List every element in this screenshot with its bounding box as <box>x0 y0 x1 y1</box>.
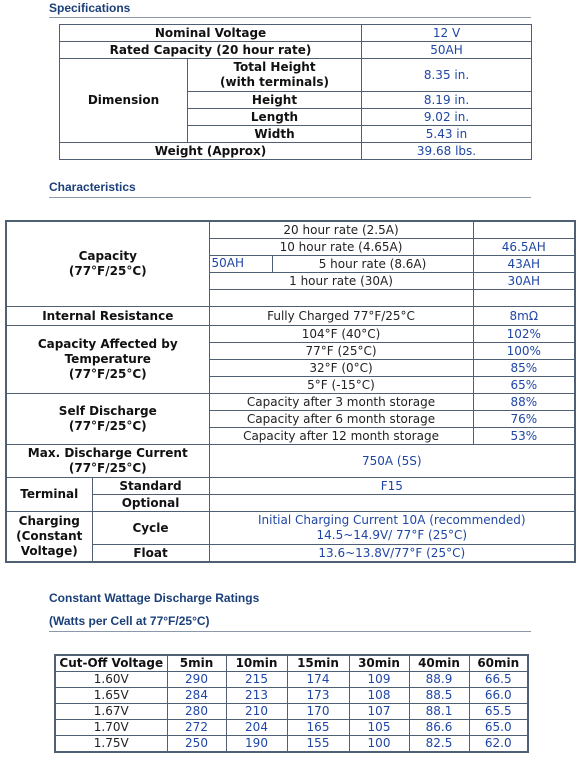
capacity-rate-value: 43AH <box>473 256 575 273</box>
wattage-cell: 66.5 <box>469 672 528 688</box>
table-row <box>60 59 532 92</box>
wattage-cell: 284 <box>167 688 226 704</box>
table-row <box>60 143 532 160</box>
table-row <box>6 478 575 495</box>
wattage-cell: 290 <box>167 672 226 688</box>
table-row <box>6 512 575 545</box>
capacity-rate: 5 hour rate (8.6A) <box>272 256 473 273</box>
wattage-heading: Constant Wattage Discharge Ratings <box>49 591 260 605</box>
cutoff-voltage-cell: 1.65V <box>55 688 167 704</box>
capacity-rate-value: 30AH <box>473 273 575 290</box>
width-label: Width <box>188 126 362 143</box>
temperature-value: 102% <box>473 326 575 343</box>
table-row <box>60 42 532 59</box>
temperature-condition: 5°F (-15°C) <box>209 377 473 394</box>
weight-label: Weight (Approx) <box>60 143 362 160</box>
wattage-cell: 204 <box>226 720 287 736</box>
capacity-value: 50AH <box>209 256 272 273</box>
cutoff-voltage-cell: 1.75V <box>55 736 167 753</box>
self-discharge-label: Self Discharge (77°F/25°C) <box>6 394 209 445</box>
wattage-cell: 250 <box>167 736 226 753</box>
charging-float-value: 13.6~13.8V/77°F (25°C) <box>209 545 575 563</box>
wattage-cell: 170 <box>287 704 349 720</box>
wattage-cell: 173 <box>287 688 349 704</box>
terminal-optional-value <box>209 495 575 512</box>
capacity-rate: 20 hour rate (2.5A) <box>209 221 473 239</box>
capacity-rate: 10 hour rate (4.65A) <box>209 239 473 256</box>
table-row <box>55 736 528 753</box>
temperature-value: 85% <box>473 360 575 377</box>
wattage-rule <box>49 631 531 632</box>
characteristics-rule <box>49 197 531 198</box>
specifications-table <box>59 24 532 160</box>
table-row <box>6 326 575 343</box>
wattage-cell: 65.0 <box>469 720 528 736</box>
height-value: 8.19 in. <box>362 92 532 109</box>
wattage-cell: 65.5 <box>469 704 528 720</box>
self-discharge-condition: Capacity after 3 month storage <box>209 394 473 411</box>
wattage-cell: 82.5 <box>409 736 469 753</box>
wattage-cell: 62.0 <box>469 736 528 753</box>
specifications-rule <box>49 17 531 18</box>
wattage-cell: 210 <box>226 704 287 720</box>
temperature-condition: 32°F (0°C) <box>209 360 473 377</box>
self-discharge-value: 53% <box>473 428 575 445</box>
wattage-cell: 109 <box>349 672 409 688</box>
wattage-subtitle: (Watts per Cell at 77°F/25°C) <box>49 614 210 628</box>
wattage-cell: 155 <box>287 736 349 753</box>
nominal-voltage-label: Nominal Voltage <box>60 25 362 42</box>
wattage-cell: 190 <box>226 736 287 753</box>
column-header: 10min <box>226 655 287 672</box>
column-header: 30min <box>349 655 409 672</box>
terminal-standard-label: Standard <box>92 478 209 495</box>
wattage-cell: 88.9 <box>409 672 469 688</box>
table-row <box>55 688 528 704</box>
table-header-row <box>55 655 528 672</box>
total-height-value: 8.35 in. <box>362 59 532 92</box>
column-header: Cut-Off Voltage <box>55 655 167 672</box>
terminal-standard-value: F15 <box>209 478 575 495</box>
table-row <box>6 394 575 411</box>
cutoff-voltage-cell: 1.70V <box>55 720 167 736</box>
table-row <box>6 221 575 239</box>
temperature-value: 100% <box>473 343 575 360</box>
column-header: 15min <box>287 655 349 672</box>
height-label: Height <box>188 92 362 109</box>
total-height-label: Total Height (with terminals) <box>188 59 362 92</box>
temperature-condition: 104°F (40°C) <box>209 326 473 343</box>
charging-float-label: Float <box>92 545 209 563</box>
self-discharge-value: 76% <box>473 411 575 428</box>
wattage-table <box>54 654 529 753</box>
self-discharge-value: 88% <box>473 394 575 411</box>
rated-capacity-label: Rated Capacity (20 hour rate) <box>60 42 362 59</box>
table-row <box>6 307 575 326</box>
length-label: Length <box>188 109 362 126</box>
cutoff-voltage-cell: 1.60V <box>55 672 167 688</box>
table-row <box>6 545 575 563</box>
cutoff-voltage-cell: 1.67V <box>55 704 167 720</box>
wattage-cell: 213 <box>226 688 287 704</box>
rated-capacity-value: 50AH <box>362 42 532 59</box>
wattage-cell: 86.6 <box>409 720 469 736</box>
wattage-cell: 88.5 <box>409 688 469 704</box>
table-row <box>55 704 528 720</box>
width-value: 5.43 in <box>362 126 532 143</box>
wattage-cell: 107 <box>349 704 409 720</box>
internal-resistance-label: Internal Resistance <box>6 307 209 326</box>
table-row <box>6 495 575 512</box>
wattage-cell: 174 <box>287 672 349 688</box>
capacity-rate-value <box>473 221 575 239</box>
capacity-label: Capacity (77°F/25°C) <box>6 221 209 307</box>
empty-cell <box>209 290 473 307</box>
charging-cycle-value: Initial Charging Current 10A (recommended) 14.5~14.9V/ 77°F (25°C) <box>209 512 575 545</box>
max-discharge-label: Max. Discharge Current (77°F/25°C) <box>6 445 209 478</box>
wattage-cell: 165 <box>287 720 349 736</box>
internal-resistance-condition: Fully Charged 77°F/25°C <box>209 307 473 326</box>
column-header: 5min <box>167 655 226 672</box>
characteristics-table <box>5 220 576 563</box>
internal-resistance-value: 8mΩ <box>473 307 575 326</box>
max-discharge-value: 750A (5S) <box>209 445 575 478</box>
specifications-heading: Specifications <box>49 1 131 15</box>
length-value: 9.02 in. <box>362 109 532 126</box>
table-row <box>55 672 528 688</box>
terminal-label: Terminal <box>6 478 92 512</box>
wattage-cell: 88.1 <box>409 704 469 720</box>
temperature-label: Capacity Affected by Temperature (77°F/25°C) <box>6 326 209 394</box>
weight-value: 39.68 lbs. <box>362 143 532 160</box>
column-header: 40min <box>409 655 469 672</box>
self-discharge-condition: Capacity after 6 month storage <box>209 411 473 428</box>
wattage-cell: 108 <box>349 688 409 704</box>
capacity-rate: 1 hour rate (30A) <box>209 273 473 290</box>
table-row <box>6 445 575 478</box>
wattage-cell: 215 <box>226 672 287 688</box>
temperature-condition: 77°F (25°C) <box>209 343 473 360</box>
wattage-cell: 66.0 <box>469 688 528 704</box>
column-header: 60min <box>469 655 528 672</box>
nominal-voltage-value: 12 V <box>362 25 532 42</box>
wattage-cell: 105 <box>349 720 409 736</box>
charging-cycle-label: Cycle <box>92 512 209 545</box>
wattage-cell: 280 <box>167 704 226 720</box>
table-row <box>60 25 532 42</box>
dimension-label: Dimension <box>60 59 188 143</box>
empty-cell <box>473 290 575 307</box>
self-discharge-condition: Capacity after 12 month storage <box>209 428 473 445</box>
characteristics-heading: Characteristics <box>49 180 136 194</box>
wattage-cell: 272 <box>167 720 226 736</box>
capacity-rate-value: 46.5AH <box>473 239 575 256</box>
temperature-value: 65% <box>473 377 575 394</box>
table-row <box>55 720 528 736</box>
charging-label: Charging (Constant Voltage) <box>6 512 92 563</box>
terminal-optional-label: Optional <box>92 495 209 512</box>
wattage-cell: 100 <box>349 736 409 753</box>
